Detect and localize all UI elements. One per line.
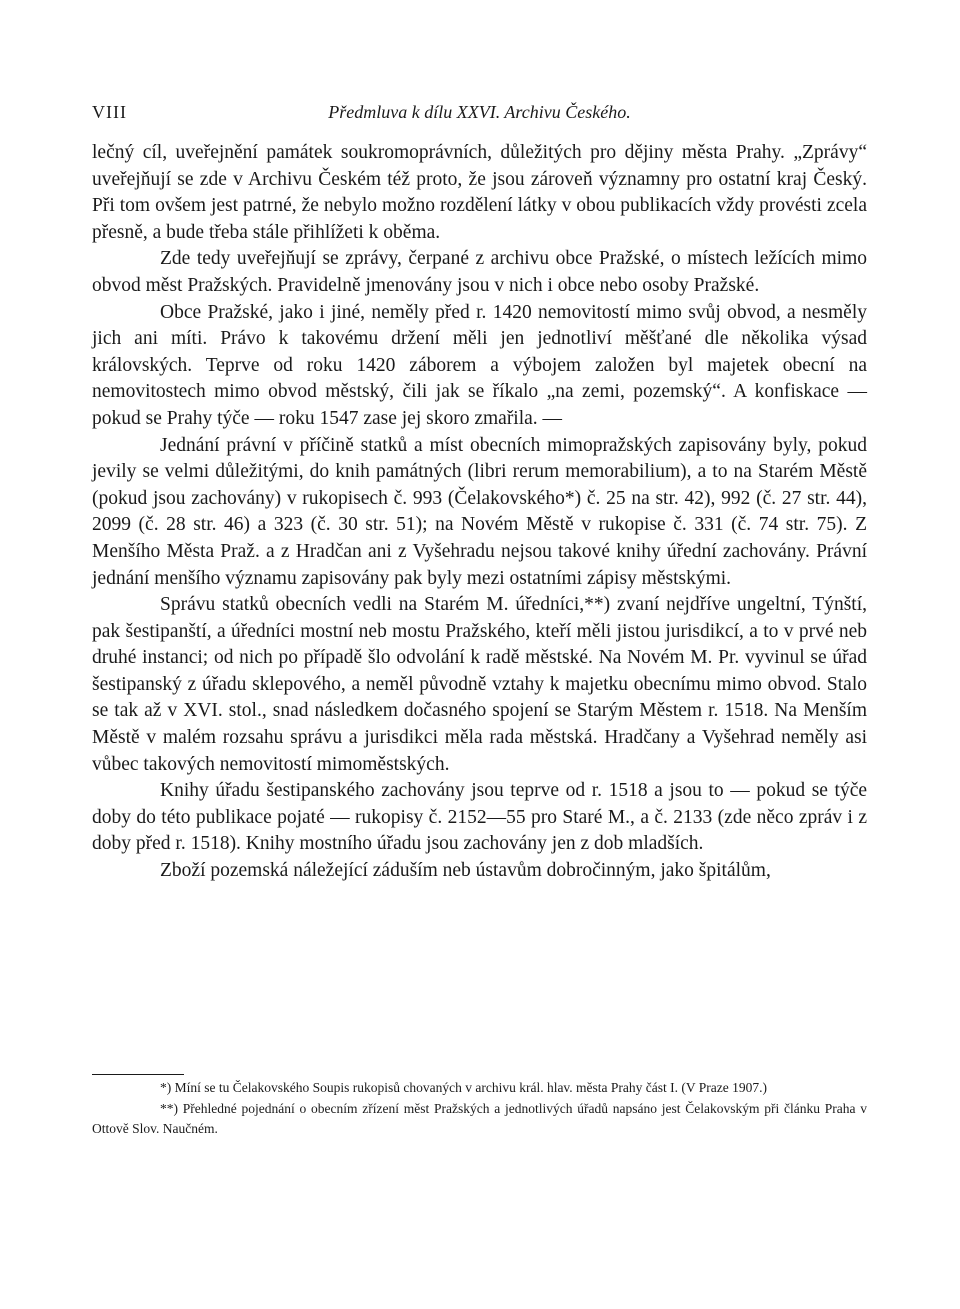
paragraph-6: Knihy úřadu šestipanského zachovány jsou teprve od r. 1518 a jsou to — pokud se týče doby do této publikace pojaté — rukopisy č. 2152—55 pro Staré M., a č. 2133 (zde něco zpráv i z doby před r. 1518). Knihy mostního úřadu jsou zachovány jen z dob mladších. [92,780,867,855]
paragraph-3: Obce Pražské, jako i jiné, neměly před r. 1420 nemovitostí mimo svůj obvod, a nesměly jich ani míti. Právo k takovému držení měli jen jednotliví měšťané dle několika výsad královských. Teprve od roku 1420 záborem a výbojem založen byl majetek obecní na nemovitostech mimo obvod městský, čili jak se říkalo „na zemi, pozemský“. A konfiskace — pokud se Prahy týče — roku 1547 zase jej skoro zmařila. — [92,301,867,429]
paragraph-4: Jednání právní v příčině statků a míst obecních mimopražských zapisovány byly, pokud jevily se velmi důležitými, do knih památných (libri rerum memorabilium), a to na Starém Městě (pokud jsou zachovány) v rukopisech č. 993 (Čelakovského*) č. 25 na str. 42), 992 (č. 27 str. 44), 2099 (č. 28 str. 46) a 323 (č. 30 str. 51); na Novém Městě v rukopise č. 331 (č. 74 str. 75). Z Menšího Města Praž. a z Hradčan ani z Vyšehradu nejsou takové knihy úřední zachovány. Právní jednání menšího významu zapisovány pak byly mezi ostatními zápisy městskými. [92,434,867,589]
paragraph-2: Zde tedy uveřejňují se zprávy, čerpané z archivu obce Pražské, o místech ležících mimo obvod měst Pražských. Pravidelně jmenovány jsou v nich i obce nebo osoby Pražské. [92,248,867,296]
page-number: VIII [92,102,127,122]
page-header [92,102,867,128]
paragraph-5: Správu statků obecních vedli na Starém M. úředníci,**) zvaní nejdříve ungeltní, Týnští, pak šestipanští, a úředníci mostní neb mostu Pražského, kteří měli jistou jurisdikcí, a to v prvé neb druhé instanci; od nich po případě šlo odvolání k radě městské. Na Novém M. Pr. vyvinul se úřad šestipanský z úřadu sklepového, a neměl původně vztahy k majetku obecnímu mimo obvod. Stalo se tak až v XVI. stol., snad následkem dočasného spojení se Starým Městem r. 1518. Na Menším Městě v malém rozsahu správu a jurisdikci měla rada městská. Hradčany a Vyšehrad neměly asi vůbec takových nemovitostí mimoměstských. [92,594,867,775]
footnotes [92,1078,867,1140]
footnote-2: **) Přehledné pojednání o obecním zřízení měst Pražských a jednotlivých úřadů napsáno jest Čelakovským při článku Praha v Ottově Slov. Naučném. [92,1100,867,1136]
paragraph-1: lečný cíl, uveřejnění památek soukromoprávních, důležitých pro dějiny města Prahy. „Zprávy“ uveřejňují se zde v Archivu Českém též proto, že jsou zároveň významny pro ostatní kraj Český. Při tom ovšem jest patrné, že nebylo možno rozdělení látky v obou publikacích vždy provésti zcela přesně, a bude třeba stále přihlížeti k oběma. [92,142,867,243]
footnote-1: *) Míní se tu Čelakovského Soupis rukopisů chovaných v archivu král. hlav. města Prahy část I. (V Praze 1907.) [160,1080,767,1095]
body-text [92,140,867,885]
running-title: Předmluva k dílu XXVI. Archivu Českého. [328,102,631,122]
paragraph-7: Zboží pozemská náležející záduším neb ústavům dobročinným, jako špitálům, [160,860,771,882]
footnote-divider [92,1074,184,1075]
